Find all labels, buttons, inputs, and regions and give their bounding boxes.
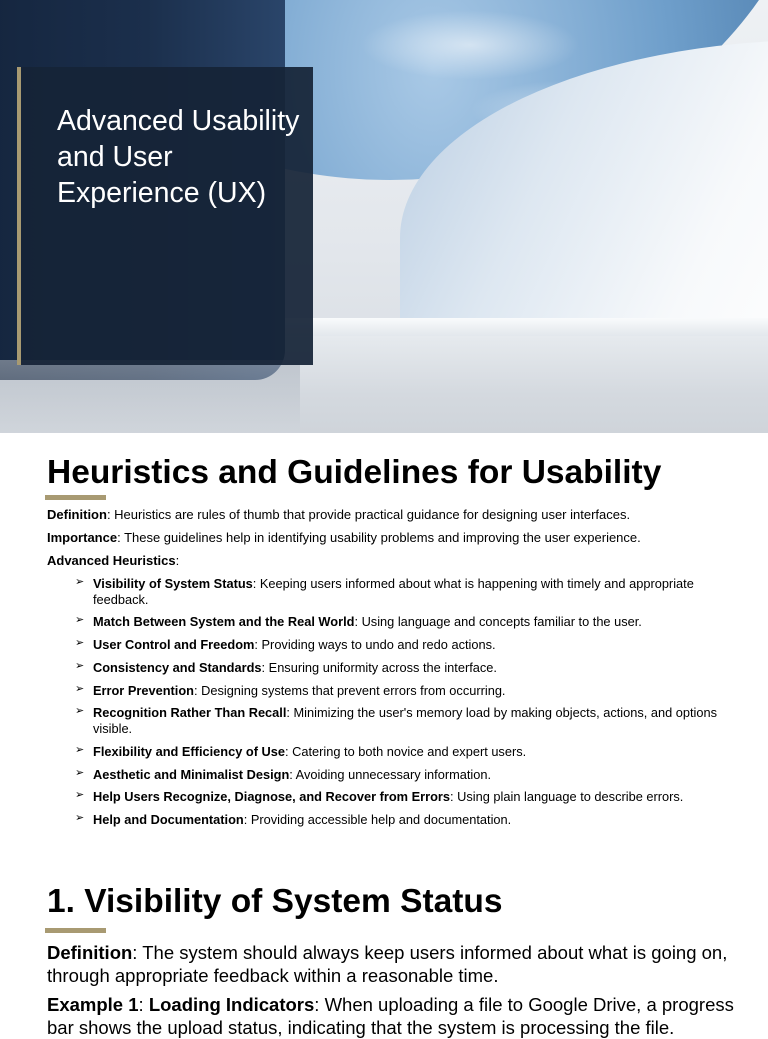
section-heading: 1. Visibility of System Status bbox=[47, 883, 503, 920]
heuristic-item bbox=[47, 576, 727, 607]
definition-label: Definition bbox=[47, 942, 133, 963]
arrow-bullet-icon: ➢ bbox=[75, 682, 85, 695]
definition-paragraph bbox=[47, 941, 737, 987]
heuristic-item bbox=[47, 705, 727, 736]
heuristic-item bbox=[47, 789, 727, 805]
heuristics-intro bbox=[47, 507, 727, 835]
heuristic-item bbox=[47, 744, 727, 760]
heuristic-name: Aesthetic and Minimalist Design bbox=[93, 766, 290, 782]
advanced-label: Advanced Heuristics bbox=[47, 553, 176, 568]
example-paragraph bbox=[47, 993, 737, 1039]
heuristic-name: Recognition Rather Than Recall bbox=[93, 705, 287, 721]
heuristic-description: : Catering to both novice and expert users. bbox=[285, 743, 527, 759]
page-title: Advanced Usability and User Experience (UX) bbox=[57, 105, 300, 209]
heuristic-description: : Designing systems that prevent errors from occurring. bbox=[193, 682, 506, 698]
heuristic-description: : Minimizing the user's memory load by making objects, actions, and options visible. bbox=[93, 705, 718, 736]
pillar-reflection bbox=[0, 360, 300, 433]
importance-text: : These guidelines help in identifying usability problems and improving the user experience. bbox=[117, 530, 641, 545]
section-heading: Heuristics and Guidelines for Usability bbox=[47, 454, 662, 491]
heuristic-item bbox=[47, 812, 727, 828]
heuristic-item bbox=[47, 637, 727, 653]
visibility-content bbox=[47, 941, 737, 1039]
arrow-bullet-icon: ➢ bbox=[75, 766, 85, 779]
heuristic-description: : Ensuring uniformity across the interface. bbox=[261, 659, 497, 675]
arrow-bullet-icon: ➢ bbox=[75, 789, 85, 802]
heuristic-name: Visibility of System Status bbox=[93, 576, 253, 591]
heuristic-description: : Using plain language to describe errors. bbox=[450, 789, 684, 805]
heuristic-item bbox=[47, 660, 727, 676]
arrow-bullet-icon: ➢ bbox=[75, 576, 85, 588]
importance-label: Importance bbox=[47, 530, 118, 545]
example-label: Example 1 bbox=[47, 994, 139, 1015]
definition-label: Definition bbox=[47, 507, 107, 522]
heuristic-name: Consistency and Standards bbox=[93, 659, 262, 675]
example-text: : When uploading a file to Google Drive, a progress bar shows the upload status, indicating that the system is processing the file. bbox=[47, 994, 734, 1038]
definition-text: : Heuristics are rules of thumb that provide practical guidance for designing user interfaces. bbox=[106, 507, 631, 522]
arrow-bullet-icon: ➢ bbox=[75, 705, 85, 718]
heuristic-description: : Providing ways to undo and redo actions. bbox=[254, 637, 496, 653]
example-separator: : bbox=[138, 994, 149, 1015]
example-title: Loading Indicators bbox=[148, 994, 315, 1015]
title-panel bbox=[17, 67, 313, 365]
heuristic-item bbox=[47, 614, 727, 630]
heuristics-list bbox=[47, 576, 727, 828]
heuristic-name: Flexibility and Efficiency of Use bbox=[93, 743, 286, 759]
section-visibility bbox=[47, 881, 727, 923]
heuristic-name: User Control and Freedom bbox=[93, 637, 255, 653]
importance-paragraph bbox=[47, 530, 727, 546]
heuristic-name: Help Users Recognize, Diagnose, and Recover from Errors bbox=[93, 789, 451, 805]
arrow-bullet-icon: ➢ bbox=[75, 614, 85, 627]
heuristic-description: : Keeping users informed about what is happening with timely and appropriate feedback. bbox=[93, 576, 694, 607]
definition-text: : The system should always keep users informed about what is going on, through appropriate feedback within a reasonable time. bbox=[47, 942, 728, 986]
definition-paragraph bbox=[47, 507, 727, 523]
arrow-bullet-icon: ➢ bbox=[75, 743, 85, 756]
advanced-suffix: : bbox=[175, 553, 180, 568]
heuristic-name: Error Prevention bbox=[93, 682, 194, 698]
advanced-heuristics-label bbox=[47, 553, 727, 569]
arrow-bullet-icon: ➢ bbox=[75, 812, 85, 825]
cloud bbox=[360, 10, 580, 80]
heuristic-item bbox=[47, 767, 727, 783]
hero-banner bbox=[0, 0, 768, 433]
arrow-bullet-icon: ➢ bbox=[75, 637, 85, 650]
accent-rule bbox=[45, 928, 106, 933]
heuristic-description: : Using language and concepts familiar to the user. bbox=[354, 614, 642, 630]
heuristic-description: : Providing accessible help and documentation. bbox=[243, 812, 512, 828]
heuristic-item bbox=[47, 683, 727, 699]
heuristic-name: Match Between System and the Real World bbox=[93, 614, 355, 630]
accent-rule bbox=[45, 495, 106, 500]
section-heuristics bbox=[47, 452, 727, 494]
heuristic-name: Help and Documentation bbox=[93, 812, 244, 828]
heuristic-description: : Avoiding unnecessary information. bbox=[289, 766, 492, 782]
arrow-bullet-icon: ➢ bbox=[75, 659, 85, 672]
